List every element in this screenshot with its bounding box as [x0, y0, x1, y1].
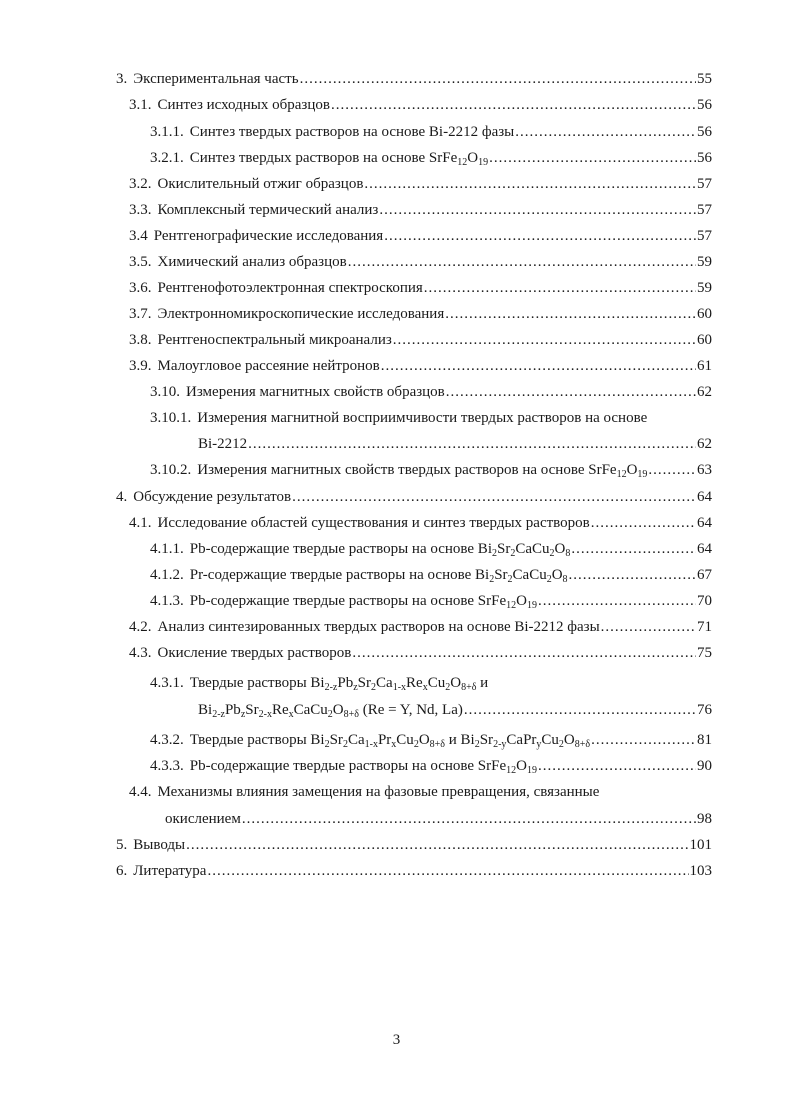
- toc-entry-page: 71: [697, 619, 712, 635]
- toc-entry: [129, 94, 712, 116]
- toc-entry-number: 3.6.: [129, 280, 152, 296]
- page-number: 3: [392, 1032, 401, 1048]
- toc-entry-page: 81: [697, 732, 712, 748]
- toc-entry-title: Измерения магнитных свойств твердых растворов на основе $SrFe_{12}O_{19}$: [197, 462, 648, 480]
- toc-entry-title: Рентгеноспектральный микроанализ: [157, 332, 392, 348]
- toc-entry: [116, 486, 712, 508]
- toc-entry-title: Измерения магнитной восприимчивости твердых растворов на основе: [197, 410, 648, 426]
- toc-entry: [150, 755, 712, 777]
- toc-entry-title: Синтез исходных образцов: [157, 97, 330, 113]
- toc-entry-page: 55: [697, 71, 712, 87]
- toc-entry-page: 70: [697, 593, 712, 609]
- toc-entry-page: 57: [697, 228, 712, 244]
- toc-leader-dots: [571, 538, 696, 560]
- toc-entry-title: Выводы: [133, 837, 186, 853]
- toc-entry-page: 101: [689, 837, 712, 853]
- toc-entry-title: Окисление твердых растворов: [157, 645, 352, 661]
- toc-entry-title: Измерения магнитных свойств образцов: [186, 384, 445, 400]
- toc-entry-title: Рентгенофотоэлектронная спектроскопия: [157, 280, 423, 296]
- toc-entry-number: 3.7.: [129, 306, 152, 322]
- toc-entry-title: Синтез твердых растворов на основе Bi-2212 фазы: [189, 124, 515, 140]
- toc-entry-title: Твердые растворы $Bi_{2-z}Pb_zSr_2Ca_{1-x}Re_xCu_2O_{8+\delta}$ и: [189, 675, 489, 693]
- toc-entry: [129, 303, 712, 325]
- toc-leader-dots: [424, 277, 696, 299]
- toc-leader-dots: [446, 381, 696, 403]
- toc-leader-dots: [515, 121, 696, 143]
- toc-entry: [150, 147, 712, 169]
- toc-entry: [150, 459, 712, 481]
- toc-entry-number: 3.2.: [129, 176, 152, 192]
- toc-entry: [129, 225, 712, 247]
- toc-entry-page: 57: [697, 176, 712, 192]
- toc-leader-dots: [464, 699, 696, 721]
- toc-entry-page: 98: [697, 811, 712, 827]
- toc-entry-number: 3.10.2.: [150, 462, 192, 478]
- toc-entry: [129, 781, 712, 803]
- toc-entry-title: Pb-содержащие твердые растворы на основе $Bi_2Sr_2CaCu_2O_8$: [189, 541, 571, 559]
- toc-entry-number: 3.1.1.: [150, 124, 184, 140]
- toc-entry-number: 3.10.: [150, 384, 180, 400]
- toc-entry-page: 64: [697, 515, 712, 531]
- toc-leader-dots: [538, 590, 696, 612]
- toc-leader-dots: [384, 225, 696, 247]
- toc-leader-dots: [393, 329, 696, 351]
- toc-entry-page: 57: [697, 202, 712, 218]
- toc-entry: [116, 68, 712, 90]
- toc-entry: [150, 590, 712, 612]
- toc-entry-page: 62: [697, 436, 712, 452]
- toc-entry: [129, 251, 712, 273]
- toc-entry-page: 63: [697, 462, 712, 478]
- toc-entry-page: 64: [697, 541, 712, 557]
- toc-entry-title: Комплексный термический анализ: [157, 202, 379, 218]
- toc-entry-page: 56: [697, 97, 712, 113]
- toc-entry-title: Pb-содержащие твердые растворы на основе $SrFe_{12}O_{19}$: [189, 593, 537, 611]
- toc-entry: [150, 381, 712, 403]
- toc-entry: [150, 564, 712, 586]
- toc-entry-number: 4.3.3.: [150, 758, 184, 774]
- toc-entry-page: 67: [697, 567, 712, 583]
- toc-entry: [129, 277, 712, 299]
- toc-entry: [150, 672, 712, 694]
- toc-leader-dots: [591, 512, 696, 534]
- toc-entry-title: Литература: [133, 863, 207, 879]
- toc-entry-page: 75: [697, 645, 712, 661]
- toc-leader-dots: [538, 755, 696, 777]
- toc-entry-page: 103: [689, 863, 712, 879]
- toc-entry: [129, 642, 712, 664]
- toc-entry: [116, 860, 712, 882]
- toc-entry-title: $Bi_{2-z}Pb_zSr_{2-x}Re_xCaCu_2O_{8+\delta}$ (Re = Y, Nd, La): [198, 702, 463, 720]
- toc-entry: [129, 173, 712, 195]
- toc-leader-dots: [381, 355, 696, 377]
- toc-entry-page: 59: [697, 280, 712, 296]
- toc-entry-title: Электронномикроскопические исследования: [157, 306, 445, 322]
- toc-entry-page: 56: [697, 150, 712, 166]
- toc-entry-title: Синтез твердых растворов на основе $SrFe_{12}O_{19}$: [189, 150, 489, 168]
- toc-entry: [150, 538, 712, 560]
- toc-leader-dots: [489, 147, 696, 169]
- toc-leader-dots: [242, 808, 696, 830]
- toc-entry-page: 61: [697, 358, 712, 374]
- toc-entry: [150, 121, 712, 143]
- toc-entry-number: 3.10.1.: [150, 410, 192, 426]
- toc-leader-dots: [331, 94, 696, 116]
- toc-entry-title: Анализ синтезированных твердых растворов на основе Bi-2212 фазы: [157, 619, 600, 635]
- toc-entry-page: 64: [697, 489, 712, 505]
- toc-entry: [165, 808, 712, 830]
- toc-entry-page: 60: [697, 332, 712, 348]
- toc-entry-number: 3.3.: [129, 202, 152, 218]
- toc-entry-title: Химический анализ образцов: [157, 254, 347, 270]
- toc-entry-number: 4.1.: [129, 515, 152, 531]
- toc-entry: [150, 729, 712, 751]
- toc-entry-number: 4.: [116, 489, 128, 505]
- toc-entry: [116, 834, 712, 856]
- toc-entry: [198, 433, 712, 455]
- toc-entry-page: 60: [697, 306, 712, 322]
- toc-entry-number: 3.5.: [129, 254, 152, 270]
- toc-entry-title: Рентгенографические исследования: [153, 228, 384, 244]
- toc-leader-dots: [292, 486, 696, 508]
- toc-entry-number: 3.4: [129, 228, 148, 244]
- toc-entry-title: Bi-2212: [198, 436, 248, 452]
- toc-entry: [150, 407, 712, 429]
- toc-entry: [129, 616, 712, 638]
- toc-entry: [129, 355, 712, 377]
- toc-entry-title: Исследование областей существования и синтез твердых растворов: [157, 515, 590, 531]
- toc-entry-number: 4.3.: [129, 645, 152, 661]
- toc-entry-title: Pr-содержащие твердые растворы на основе $Bi_2Sr_2CaCu_2O_8$: [189, 567, 568, 585]
- toc-leader-dots: [648, 459, 696, 481]
- toc-entry-title: Малоугловое рассеяние нейтронов: [157, 358, 380, 374]
- toc-entry: [129, 329, 712, 351]
- toc-entry-number: 4.2.: [129, 619, 152, 635]
- toc-entry-title: Твердые растворы $Bi_2Sr_2Ca_{1-x}Pr_xCu_2O_{8+\delta}$ и $Bi_2Sr_{2-y}CaPr_yCu_2O_{8+\delta}$: [189, 732, 591, 750]
- toc-leader-dots: [352, 642, 696, 664]
- toc-entry-number: 6.: [116, 863, 128, 879]
- toc-entry-number: 4.3.2.: [150, 732, 184, 748]
- toc-leader-dots: [300, 68, 696, 90]
- toc-leader-dots: [248, 433, 696, 455]
- toc-entry-page: 59: [697, 254, 712, 270]
- toc-entry-title: Экспериментальная часть: [133, 71, 299, 87]
- toc-entry-page: 56: [697, 124, 712, 140]
- toc-entry-page: 76: [697, 702, 712, 718]
- toc-entry: [198, 699, 712, 721]
- toc-leader-dots: [364, 173, 696, 195]
- toc-entry: [129, 512, 712, 534]
- toc-leader-dots: [348, 251, 696, 273]
- toc-entry-number: 5.: [116, 837, 128, 853]
- toc-entry-number: 4.1.1.: [150, 541, 184, 557]
- toc-leader-dots: [591, 729, 696, 751]
- toc-entry-page: 90: [697, 758, 712, 774]
- toc-leader-dots: [569, 564, 696, 586]
- toc-entry: [129, 199, 712, 221]
- toc-leader-dots: [186, 834, 688, 856]
- toc-entry-title: Pb-содержащие твердые растворы на основе $SrFe_{12}O_{19}$: [189, 758, 537, 776]
- toc-entry-number: 3.2.1.: [150, 150, 184, 166]
- toc-leader-dots: [379, 199, 696, 221]
- toc-leader-dots: [601, 616, 696, 638]
- toc-entry-number: 4.3.1.: [150, 675, 184, 691]
- toc-entry-number: 4.4.: [129, 784, 152, 800]
- toc-leader-dots: [207, 860, 688, 882]
- toc-entry-title: Механизмы влияния замещения на фазовые превращения, связанные: [157, 784, 600, 800]
- toc-entry-page: 62: [697, 384, 712, 400]
- toc-entry-number: 4.1.3.: [150, 593, 184, 609]
- toc-entry-title: окислением: [165, 811, 241, 827]
- toc-leader-dots: [445, 303, 696, 325]
- toc-entry-number: 3.8.: [129, 332, 152, 348]
- toc-entry-number: 4.1.2.: [150, 567, 184, 583]
- toc-entry-title: Окислительный отжиг образцов: [157, 176, 364, 192]
- toc-entry-title: Обсуждение результатов: [133, 489, 292, 505]
- toc-entry-number: 3.: [116, 71, 128, 87]
- toc-entry-number: 3.9.: [129, 358, 152, 374]
- toc-entry-number: 3.1.: [129, 97, 152, 113]
